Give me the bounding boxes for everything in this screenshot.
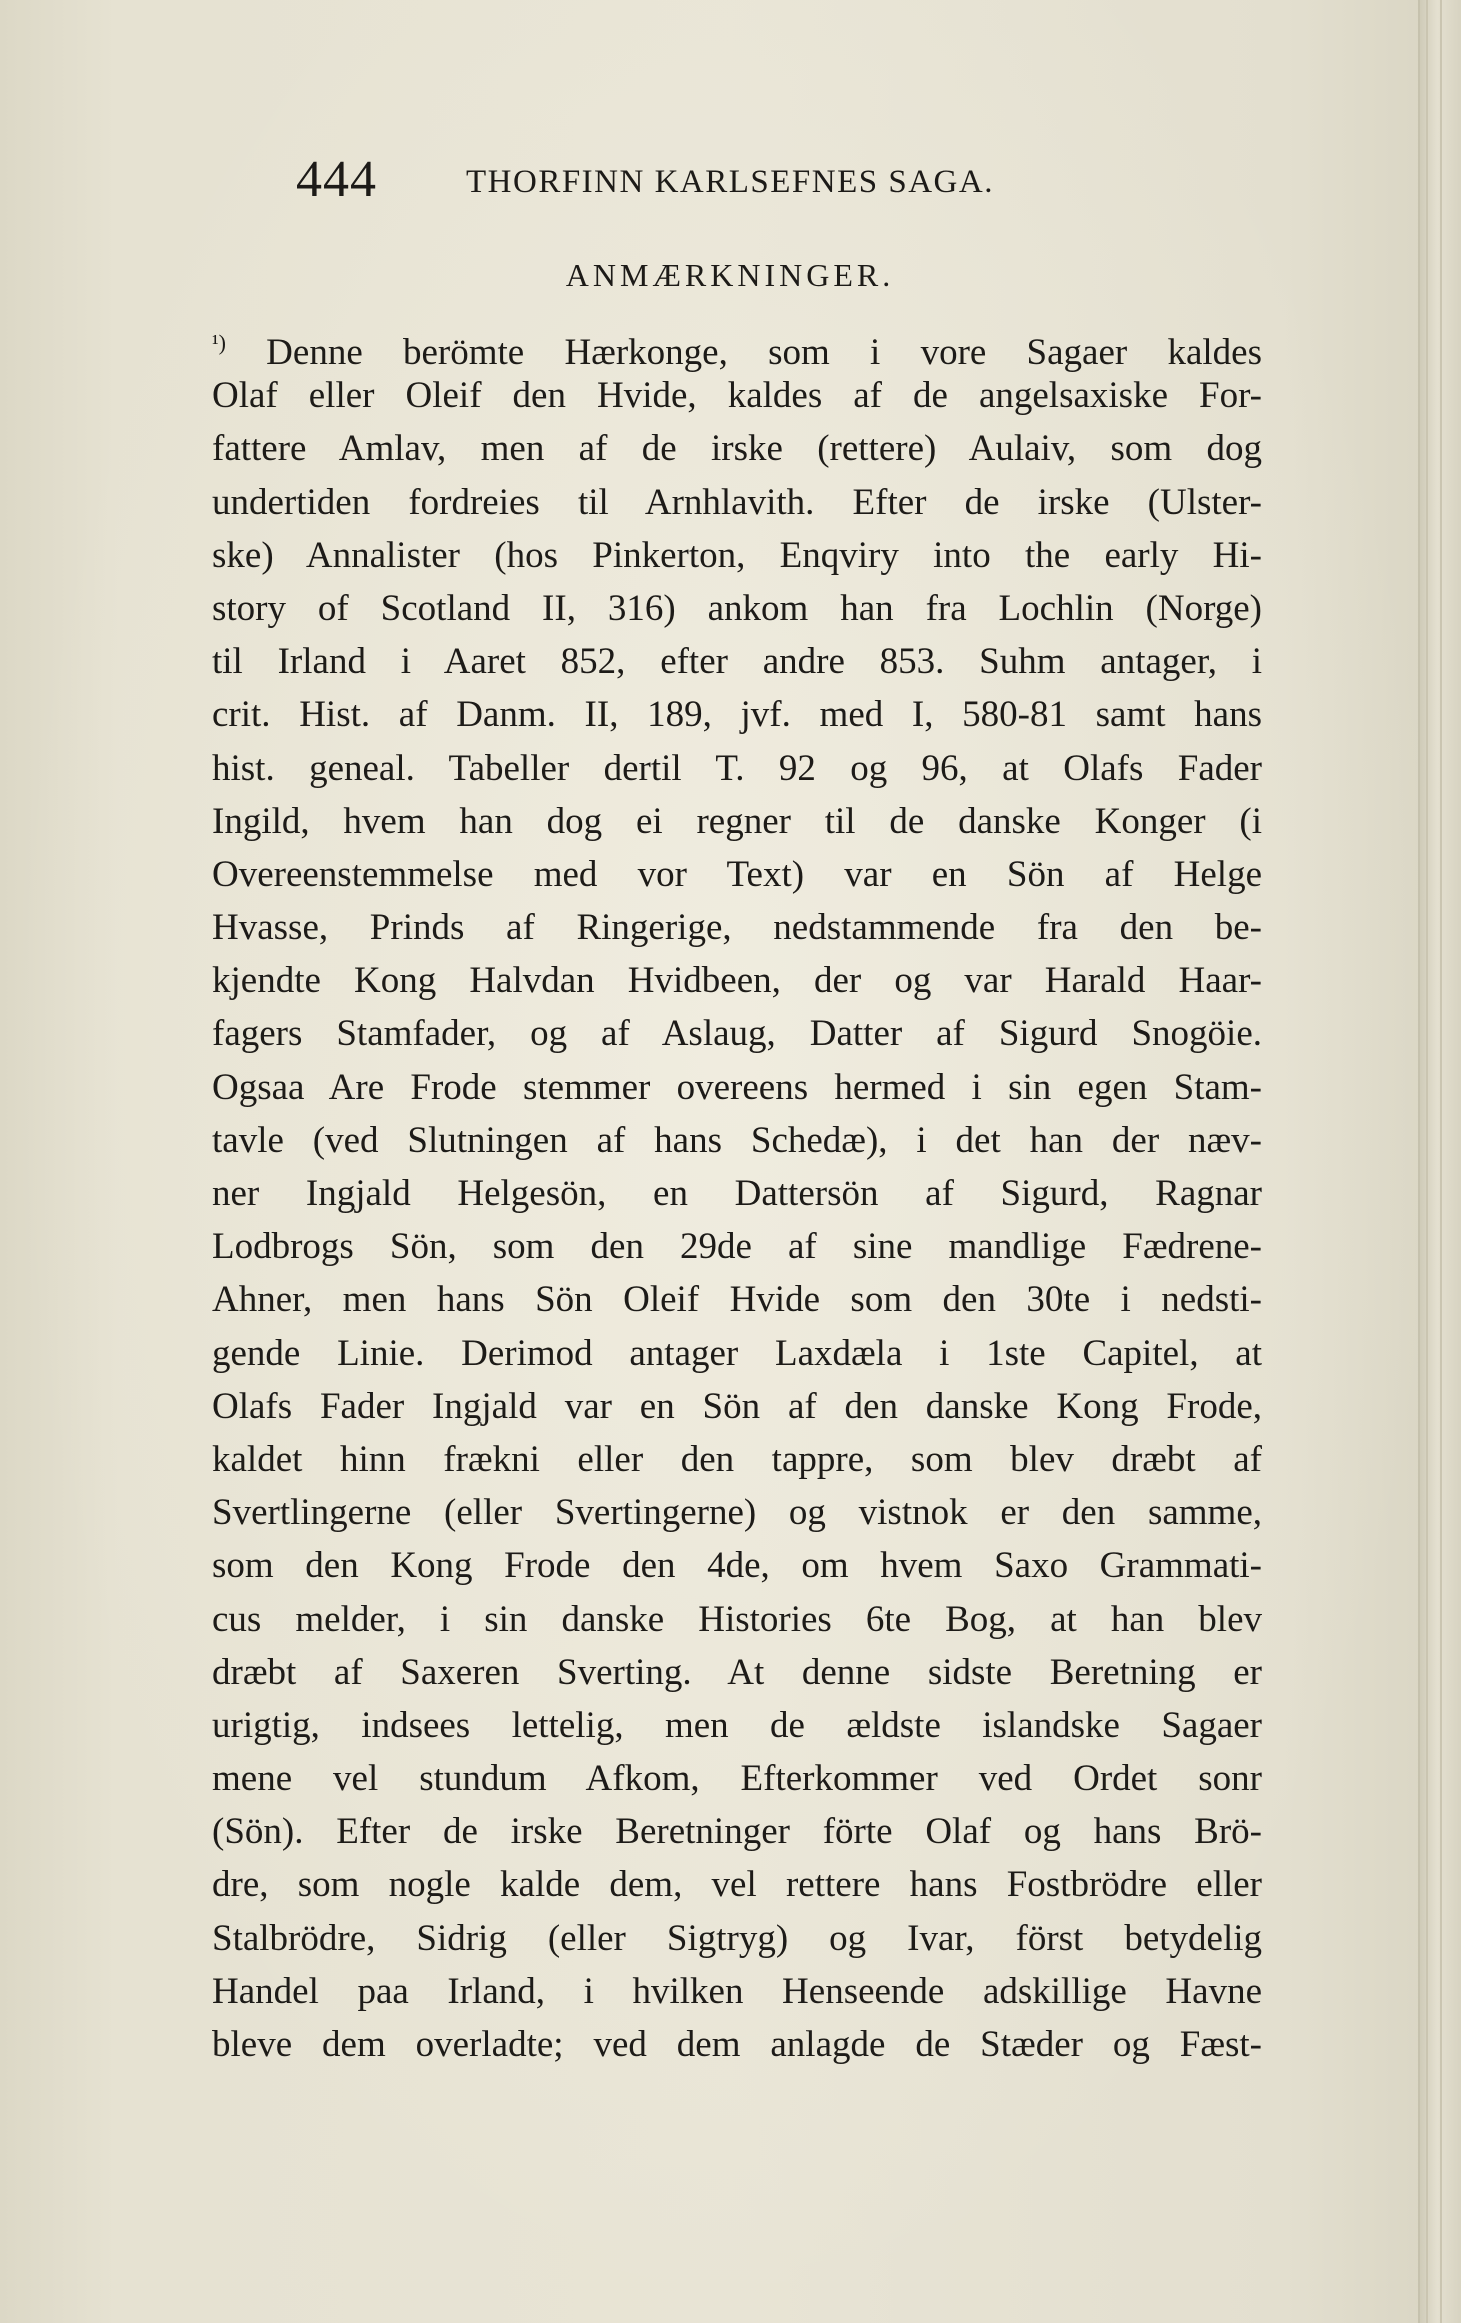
text-line: Hvasse, Prinds af Ringerige, nedstammende fra den be- xyxy=(212,907,1262,949)
text-line: kjendte Kong Halvdan Hvidbeen, der og var Harald Haar- xyxy=(212,960,1262,1002)
text-line: til Irland i Aaret 852, efter andre 853. Suhm antager, i xyxy=(212,641,1262,683)
text-line: dræbt af Saxeren Sverting. At denne sidste Beretning er xyxy=(212,1651,1262,1693)
text-line: urigtig, indsees lettelig, men de ældste islandske Sagaer xyxy=(212,1704,1262,1746)
page-edge-line xyxy=(1426,0,1428,2323)
text-line: kaldet hinn frækni eller den tappre, som blev dræbt af xyxy=(212,1438,1262,1480)
text-line: hist. geneal. Tabeller dertil T. 92 og 96, at Olafs Fader xyxy=(212,747,1262,789)
text-line xyxy=(212,316,1262,373)
text-line: tavle (ved Slutningen af hans Schedæ), i det han der næv- xyxy=(212,1119,1262,1161)
text-line-content: Denne berömte Hærkonge, som i vore Sagaer kaldes xyxy=(266,332,1262,373)
text-line: Olaf eller Oleif den Hvide, kaldes af de angelsaxiske For- xyxy=(212,375,1262,417)
text-line: gende Linie. Derimod antager Laxdæla i 1ste Capitel, at xyxy=(212,1332,1262,1374)
section-title: ANMÆRKNINGER. xyxy=(565,257,895,293)
text-line: Svertlingerne (eller Svertingerne) og vistnok er den samme, xyxy=(212,1492,1262,1534)
text-line: ske) Annalister (hos Pinkerton, Enqviry into the early Hi- xyxy=(212,534,1262,576)
text-line: som den Kong Frode den 4de, om hvem Saxo Grammati- xyxy=(212,1545,1262,1587)
text-line: Ingild, hvem han dog ei regner til de danske Konger (i xyxy=(212,800,1262,842)
text-line: dre, som nogle kalde dem, vel rettere hans Fostbrödre eller xyxy=(212,1864,1262,1906)
text-line: fagers Stamfader, og af Aslaug, Datter af Sigurd Snogöie. xyxy=(212,1013,1262,1055)
text-line: Ahner, men hans Sön Oleif Hvide som den 30te i nedsti- xyxy=(212,1279,1262,1321)
text-line: bleve dem overladte; ved dem anlagde de Stæder og Fæst- xyxy=(212,2024,1262,2065)
running-title: THORFINN KARLSEFNES SAGA. xyxy=(466,164,994,200)
text-line: Lodbrogs Sön, som den 29de af sine mandlige Fædrene- xyxy=(212,1226,1262,1268)
text-line: cus melder, i sin danske Histories 6te Bog, at han blev xyxy=(212,1598,1262,1640)
text-line: Stalbrödre, Sidrig (eller Sigtryg) og Ivar, först betydelig xyxy=(212,1917,1262,1959)
footnote-marker: ¹) xyxy=(212,330,226,355)
text-line: crit. Hist. af Danm. II, 189, jvf. med I, 580-81 samt hans xyxy=(212,694,1262,736)
text-line: Handel paa Irland, i hvilken Henseende adskillige Havne xyxy=(212,1970,1262,2012)
text-line: Ogsaa Are Frode stemmer overeens hermed i sin egen Stam- xyxy=(212,1066,1262,1108)
text-line: fattere Amlav, men af de irske (rettere) Aulaiv, som dog xyxy=(212,428,1262,470)
text-line: ner Ingjald Helgesön, en Dattersön af Sigurd, Ragnar xyxy=(212,1173,1262,1214)
text-line: story of Scotland II, 316) ankom han fra Lochlin (Norge) xyxy=(212,587,1262,629)
footnote-text xyxy=(212,316,1262,2071)
text-line: mene vel stundum Afkom, Efterkommer ved Ordet sonr xyxy=(212,1758,1262,1800)
text-line: undertiden fordreies til Arnhlavith. Efter de irske (Ulster- xyxy=(212,481,1262,523)
text-line: Overeenstemmelse med vor Text) var en Sön af Helge xyxy=(212,853,1262,895)
page-header xyxy=(296,150,1076,230)
page-number: 444 xyxy=(296,151,377,208)
page-edge-line xyxy=(1440,0,1442,2323)
text-line: Olafs Fader Ingjald var en Sön af den danske Kong Frode, xyxy=(212,1385,1262,1427)
text-line: (Sön). Efter de irske Beretninger förte Olaf og hans Brö- xyxy=(212,1811,1262,1853)
